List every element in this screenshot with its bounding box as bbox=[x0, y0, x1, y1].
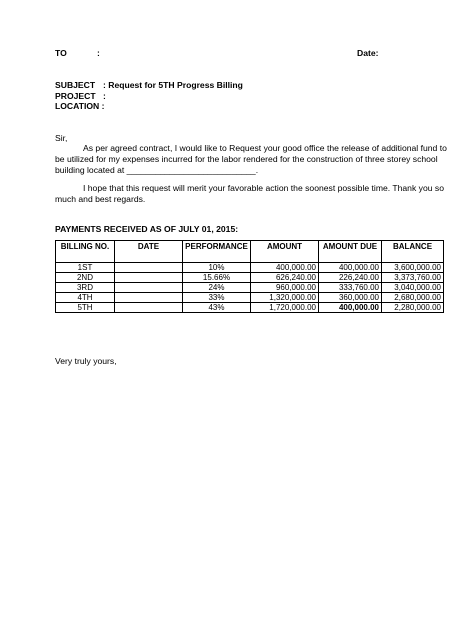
performance-cell: 24% bbox=[183, 283, 251, 293]
balance-cell: 2,680,000.00 bbox=[382, 293, 444, 303]
billing-cell: 4TH bbox=[56, 293, 115, 303]
paragraph-1-line-1: As per agreed contract, I would like to Request your good office the release of additional fund to bbox=[83, 143, 447, 153]
billing-cell: 2ND bbox=[56, 273, 115, 283]
salutation: Sir, bbox=[55, 133, 68, 143]
balance-cell: 3,040,000.00 bbox=[382, 283, 444, 293]
date-cell bbox=[115, 303, 183, 313]
amount-cell: 960,000.00 bbox=[251, 283, 319, 293]
table-row bbox=[56, 273, 444, 283]
billing-cell: 3RD bbox=[56, 283, 115, 293]
balance-cell: 2,280,000.00 bbox=[382, 303, 444, 313]
subject-value: : Request for 5TH Progress Billing bbox=[103, 80, 243, 90]
paragraph-2-line-1: I hope that this request will merit your favorable action the soonest possible time. Thank you so bbox=[83, 183, 444, 193]
amount-due-cell: 226,240.00 bbox=[319, 273, 382, 283]
amount-cell: 626,240.00 bbox=[251, 273, 319, 283]
billing-cell: 5TH bbox=[56, 303, 115, 313]
table-row bbox=[56, 263, 444, 273]
balance-cell: 3,373,760.00 bbox=[382, 273, 444, 283]
amount-cell: 1,720,000.00 bbox=[251, 303, 319, 313]
paragraph-1-line-2: be utilized for my expenses incurred for the labor rendered for the construction of three storey school bbox=[55, 154, 438, 164]
project-label: PROJECT bbox=[55, 91, 96, 101]
performance-cell: 10% bbox=[183, 263, 251, 273]
date-cell bbox=[115, 293, 183, 303]
paragraph-2-line-2: much and best regards. bbox=[55, 194, 146, 204]
date-cell bbox=[115, 273, 183, 283]
closing: Very truly yours, bbox=[55, 356, 117, 366]
location-label: LOCATION : bbox=[55, 101, 105, 111]
column-header-date: DATE bbox=[115, 241, 183, 263]
performance-cell: 15.66% bbox=[183, 273, 251, 283]
performance-cell: 33% bbox=[183, 293, 251, 303]
date-cell bbox=[115, 283, 183, 293]
amount-cell: 400,000.00 bbox=[251, 263, 319, 273]
payments-heading: PAYMENTS RECEIVED AS OF JULY 01, 2015: bbox=[55, 224, 239, 234]
date-cell bbox=[115, 263, 183, 273]
payments-table bbox=[55, 240, 444, 313]
paragraph-1-line-3: building located at ___________________________. bbox=[55, 165, 259, 175]
amount-due-cell: 400,000.00 bbox=[319, 263, 382, 273]
project-value: : bbox=[103, 91, 106, 101]
billing-cell: 1ST bbox=[56, 263, 115, 273]
column-header-balance: BALANCE bbox=[382, 241, 444, 263]
amount-due-cell: 360,000.00 bbox=[319, 293, 382, 303]
date-label: Date: bbox=[357, 48, 379, 58]
column-header-amount: AMOUNT bbox=[251, 241, 319, 263]
performance-cell: 43% bbox=[183, 303, 251, 313]
column-header-amount-due: AMOUNT DUE bbox=[319, 241, 382, 263]
column-header-performance: PERFORMANCE bbox=[183, 241, 251, 263]
table-header-row bbox=[56, 241, 444, 263]
table-row bbox=[56, 303, 444, 313]
table-row bbox=[56, 293, 444, 303]
subject-label: SUBJECT bbox=[55, 80, 96, 90]
amount-cell: 1,320,000.00 bbox=[251, 293, 319, 303]
balance-cell: 3,600,000.00 bbox=[382, 263, 444, 273]
to-colon: : bbox=[97, 48, 100, 58]
amount-due-cell: 333,760.00 bbox=[319, 283, 382, 293]
to-label: TO bbox=[55, 48, 67, 58]
table-row bbox=[56, 283, 444, 293]
amount-due-cell: 400,000.00 bbox=[319, 303, 382, 313]
column-header-billing-no: BILLING NO. bbox=[56, 241, 115, 263]
